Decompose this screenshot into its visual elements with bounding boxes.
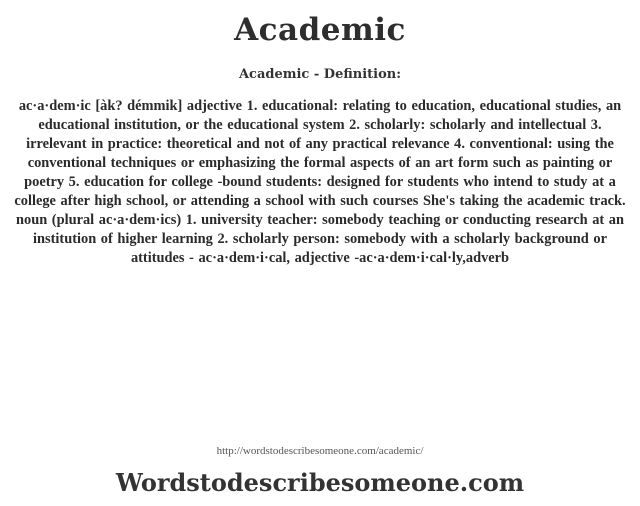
site-name-watermark: Wordstodescribesomeone.com: [115, 468, 525, 497]
definition-heading: Academic - Definition:: [238, 67, 402, 82]
source-url: http://wordstodescribesomeone.com/academic/: [216, 445, 424, 457]
definition-text: ac·a·dem·ic [àk? démmik] adjective 1. educational: relating to education, educational studies, an educational institution, or the educational system 2. scholarly: scholarly and intellectual 3. irrelevant in practice: theoretical and not of any practical relevance 4. conventional: using the conventional techniques or emphasizing the formal aspects of an art form such as painting or poetry 5. education for college -bound students: designed for students who intend to study at a college after high school, or attending a school with such courses She's taking the academic track. noun (plural ac·a·dem·ics) 1. university teacher: somebody teaching or conducting research at an institution of higher learning 2. scholarly person: somebody with a scholarly background or attitudes - ac·a·dem·i·cal, adjective -ac·a·dem·i·cal·ly,adverb: [14, 98, 626, 266]
page-title: Academic: [234, 12, 406, 48]
